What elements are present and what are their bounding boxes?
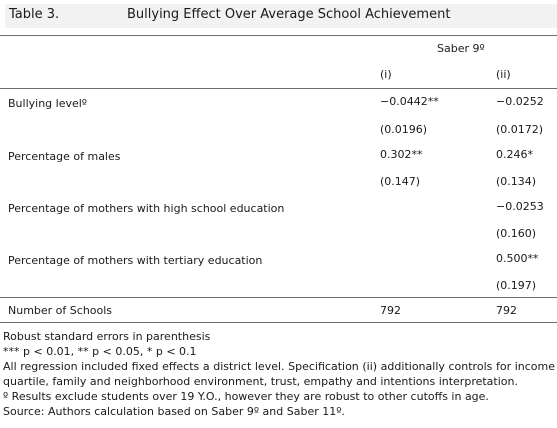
note-standard-errors: Robust standard errors in parenthesis [3, 330, 211, 343]
row-label-number-of-schools: Number of Schools [8, 304, 113, 317]
table-title-bar [5, 4, 557, 28]
row-label-mothers-tertiary: Percentage of mothers with tertiary education [8, 254, 263, 267]
note-age-cutoff: º Results exclude students over 19 Y.O., however they are robust to other cutoffs in age. [3, 389, 489, 403]
row-label-males: Percentage of males [8, 150, 121, 163]
note-significance: *** p < 0.01, ** p < 0.05, * p < 0.1 [3, 344, 197, 358]
header-rule [0, 88, 557, 89]
table-notes [3, 330, 555, 419]
note-source: Source: Authors calculation based on Saber 9º and Saber 11º. [3, 404, 345, 418]
row-label-mothers-highschool: Percentage of mothers with high school education [8, 202, 285, 215]
body-rule [0, 297, 557, 298]
table-label: Table 3. [9, 7, 60, 22]
top-rule [0, 35, 557, 36]
bottom-rule [0, 322, 557, 323]
row-label-bullying: Bullying levelº [8, 97, 87, 110]
note-fixed-effects: All regression included fixed effects a district level. Specification (ii) additionally controls for income quartile, family and neighborhood environment, trust, empathy and intentions interpretation. [3, 359, 555, 388]
table-title: Bullying Effect Over Average School Achievement [127, 7, 451, 22]
